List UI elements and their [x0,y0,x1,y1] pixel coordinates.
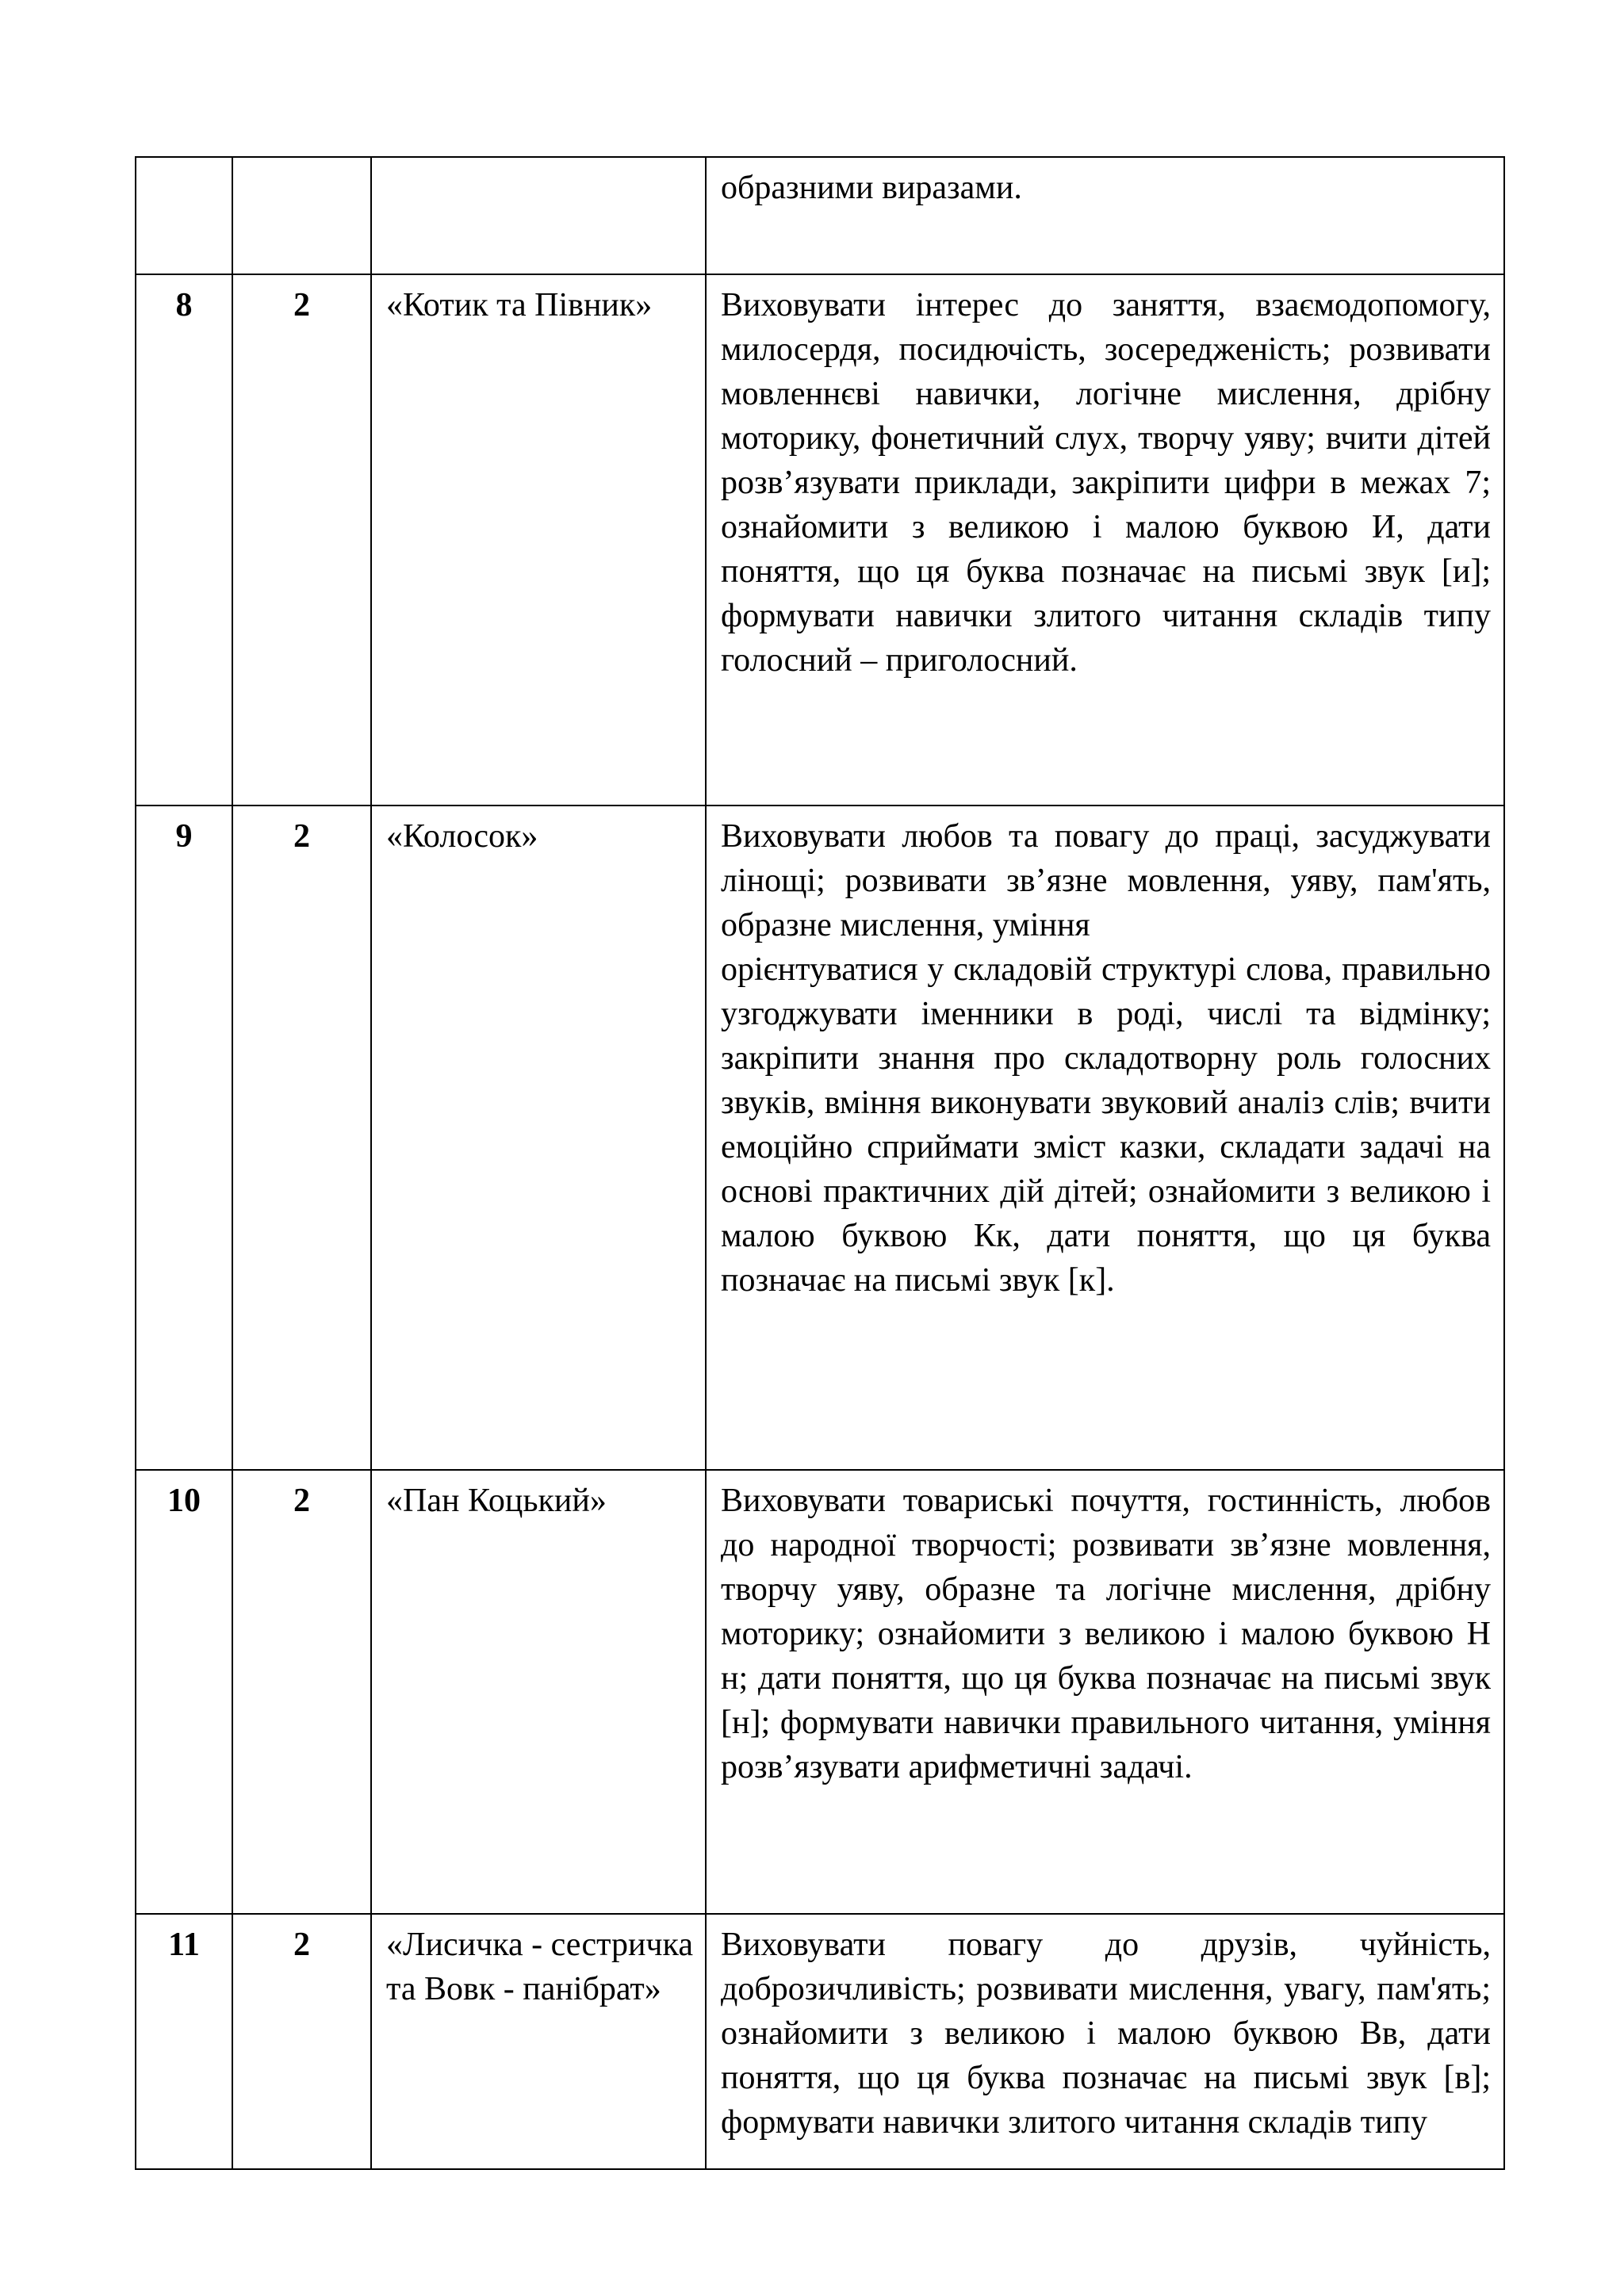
lesson-hours: 2 [293,818,310,855]
lesson-topic [372,158,705,166]
goals-paragraph: Виховувати повагу до друзів, чуйність, доброзичливість; розвивати мислення, увагу, пам'ять; ознайомити з великою і малою буквою Вв, дати поняття, що ця буква позначає на письмі звук [в]; формувати навички злитого читання складів типу [721,1927,1491,2141]
goals-cell [706,1470,1504,1914]
lesson-hours: 2 [293,1483,310,1519]
hours-cell [232,157,371,274]
topic-cell [371,1470,706,1914]
topic-cell [371,1914,706,2169]
goals-paragraph: орієнтуватися у складовій структурі слова, правильно узгоджувати іменники в роді, числі та відмінку; закріпити знання про складотворну роль голосних звуків, вміння виконувати звуковий аналіз слів; вчити емоційно сприймати зміст казки, складати задачі на основі практичних дій дітей; ознайомити з великою і малою буквою Кк, дати поняття, що ця буква позначає на письмі звук [к]. [721,951,1491,1299]
lesson-goals [707,1915,1503,2145]
lesson-topic: «Колосок» [386,818,538,855]
lesson-number [136,158,232,166]
hours-cell [232,1470,371,1914]
goals-paragraph: Виховувати інтерес до заняття, взаємодопомогу, милосердя, посидючість, зосередженість; розвивати мовленнєві навички, логічне мислення, дрібну моторику, фонетичний слух, творчу уяву; вчити дітей розв’язувати приклади, закріпити цифри в межах 7; ознайомити з великою і малою буквою И, дати поняття, що ця буква позначає на письмі звук [и]; формувати навички злитого читання складів типу голосний – приголосний. [721,287,1491,679]
lesson-hours [233,158,370,166]
topic-cell [371,274,706,806]
goals-cell [706,157,1504,274]
lesson-goals [707,1471,1503,1789]
goals-paragraph: Виховувати товариські почуття, гостинність, любов до народної творчості; розвивати зв’язне мовлення, творчу уяву, образне та логічне мислення, дрібну моторику; ознайомити з великою і малою буквою Н н; дати поняття, що ця буква позначає на письмі звук [н]; формувати навички правильного читання, уміння розв’язувати арифметичні задачі. [721,1483,1491,1785]
hours-cell [232,274,371,806]
lesson-topic: «Пан Коцький» [386,1483,607,1519]
goals-paragraph: образними виразами. [721,170,1022,206]
goals-cell [706,806,1504,1470]
lesson-number-cell [136,1470,232,1914]
lesson-hours: 2 [293,1927,310,1963]
table-row [136,1470,1504,1914]
lesson-plan-table [135,156,1505,2170]
hours-cell [232,806,371,1470]
lesson-number: 9 [175,818,193,855]
lesson-topic: «Лисичка - сестричка та Вовк - панібрат» [386,1927,693,2007]
goals-cell [706,274,1504,806]
lesson-number: 10 [167,1483,201,1519]
table-row [136,806,1504,1470]
lesson-goals [707,806,1503,1303]
goals-cell [706,1914,1504,2169]
lesson-number: 11 [168,1927,200,1963]
lesson-number-cell [136,1914,232,2169]
lesson-goals [707,158,1503,210]
lesson-topic: «Котик та Півник» [386,287,653,323]
table-row [136,274,1504,806]
hours-cell [232,1914,371,2169]
table-row [136,1914,1504,2169]
goals-paragraph: Виховувати любов та повагу до праці, засуджувати лінощі; розвивати зв’язне мовлення, уяву, пам'ять, образне мислення, уміння [721,818,1491,943]
lesson-number-cell [136,157,232,274]
lesson-number: 8 [175,287,193,323]
lesson-number-cell [136,274,232,806]
topic-cell [371,806,706,1470]
lesson-goals [707,275,1503,683]
lesson-hours: 2 [293,287,310,323]
lesson-number-cell [136,806,232,1470]
table-row [136,157,1504,274]
topic-cell [371,157,706,274]
